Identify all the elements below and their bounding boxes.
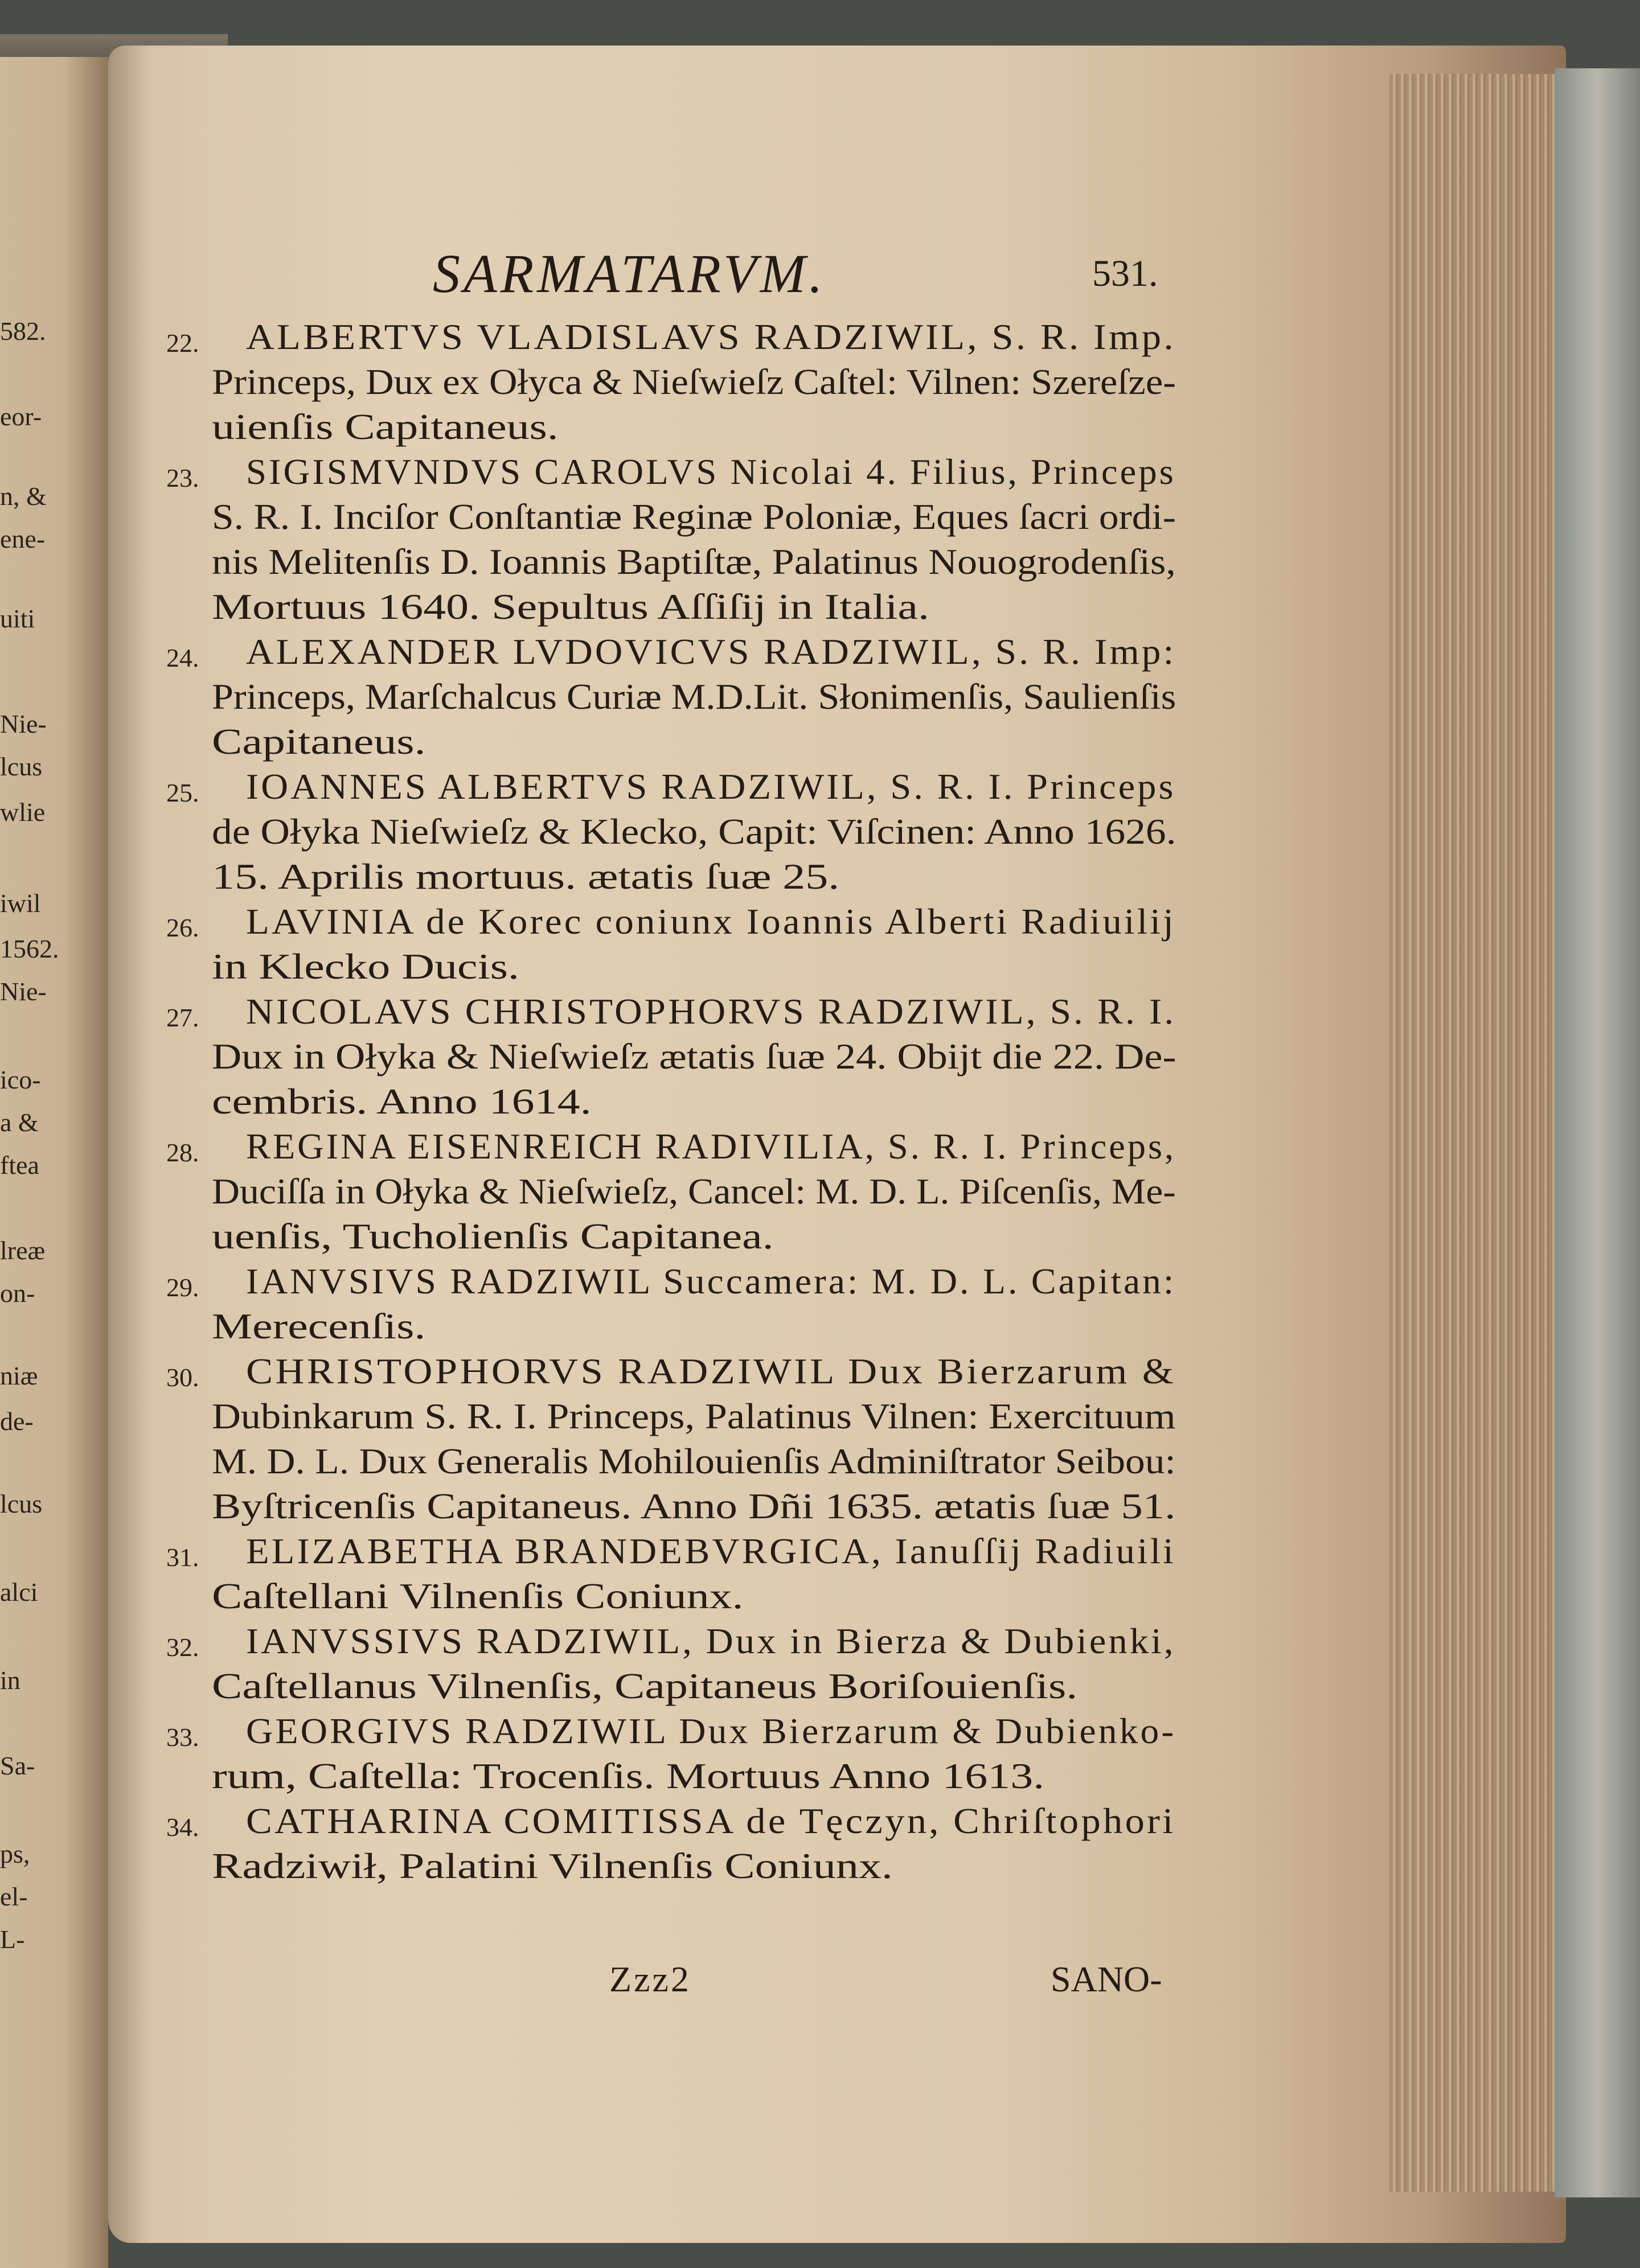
entry-text-line: de Ołyka Nieſwieſz & Klecko, Capit: Viſcinen: Anno 1626. bbox=[212, 811, 1176, 852]
entry-number: 29. bbox=[166, 1273, 199, 1302]
left-page-fragment: L- bbox=[0, 1925, 25, 1954]
left-page-fragment: on- bbox=[0, 1279, 35, 1308]
left-page-fragment: eor- bbox=[0, 402, 42, 431]
entry-text-line: Caſtellanus Vilnenſis, Capitaneus Boriſouienſis. bbox=[212, 1666, 1078, 1706]
entry-number: 26. bbox=[166, 913, 199, 942]
entry-text-line: Princeps, Dux ex Ołyca & Nieſwieſz Caſtel: Vilnen: Szereſze- bbox=[212, 361, 1176, 402]
entry-number: 24. bbox=[166, 643, 199, 672]
left-page-fragment: lcus bbox=[0, 1489, 43, 1518]
entry-heading-line: GEORGIVS RADZIWIL Dux Bierzarum & Dubienko- bbox=[246, 1711, 1176, 1751]
entry-text-line: Byſtricenſis Capitaneus. Anno Dñi 1635. ætatis ſuæ 51. bbox=[212, 1486, 1176, 1526]
entry-number: 25. bbox=[166, 778, 199, 807]
entry-heading-line: IANVSSIVS RADZIWIL, Dux in Bierza & Dubienki, bbox=[246, 1621, 1176, 1661]
left-page-fragment: in bbox=[0, 1666, 20, 1695]
left-page-fragment: Nie- bbox=[0, 709, 47, 738]
left-page-fragment: 1562. bbox=[0, 934, 59, 963]
entry-text-line: nis Melitenſis D. Ioannis Baptiſtæ, Palatinus Nouogrodenſis, bbox=[212, 541, 1176, 582]
entry-heading-line: SIGISMVNDVS CAROLVS Nicolai 4. Filius, Princeps bbox=[246, 451, 1176, 492]
printer-signature: Zzz2 bbox=[609, 1959, 691, 1999]
catchword: SANO- bbox=[1051, 1959, 1162, 1999]
entry-text-line: Caſtellani Vilnenſis Coniunx. bbox=[212, 1576, 744, 1616]
entry-text-line: Dubinkarum S. R. I. Princeps, Palatinus Vilnen: Exercituum bbox=[212, 1396, 1176, 1436]
left-page-fragment: ene- bbox=[0, 524, 46, 553]
entry-heading-line: ELIZABETHA BRANDEBVRGICA, Ianuſſij Radiuili bbox=[246, 1531, 1176, 1571]
left-page-fragment: n, & bbox=[0, 482, 47, 511]
page-edges bbox=[1389, 74, 1560, 2192]
entry-text-line: uenſis, Tucholienſis Capitanea. bbox=[212, 1216, 774, 1256]
entry-number: 27. bbox=[166, 1003, 199, 1032]
left-page-fragment: Nie- bbox=[0, 977, 47, 1006]
entry-text-line: S. R. I. Inciſor Conſtantiæ Reginæ Poloniæ, Eques ſacri ordi- bbox=[212, 496, 1176, 537]
entry-text-line: 15. Aprilis mortuus. ætatis ſuæ 25. bbox=[212, 856, 840, 897]
entry-heading-line: ALEXANDER LVDOVICVS RADZIWIL, S. R. Imp: bbox=[246, 631, 1176, 672]
entry-text-line: M. D. L. Dux Generalis Mohilouienſis Adminiſtrator Seibou: bbox=[212, 1441, 1176, 1481]
left-page-fragment: ico- bbox=[0, 1065, 41, 1094]
entry-text-line: rum, Caſtella: Trocenſis. Mortuus Anno 1613. bbox=[212, 1756, 1045, 1796]
book-cover-edge bbox=[1555, 68, 1640, 2197]
entry-heading-line: NICOLAVS CHRISTOPHORVS RADZIWIL, S. R. I. bbox=[246, 991, 1176, 1032]
left-page-fragment: uiti bbox=[0, 604, 35, 633]
left-page-fragment: alci bbox=[0, 1577, 38, 1606]
page-number: 531. bbox=[1092, 253, 1158, 294]
left-page-fragment: lreæ bbox=[0, 1236, 46, 1265]
entry-heading-line: ALBERTVS VLADISLAVS RADZIWIL, S. R. Imp. bbox=[246, 317, 1176, 357]
entry-text-line: Princeps, Marſchalcus Curiæ M.D.Lit. Słonimenſis, Saulienſis bbox=[212, 676, 1176, 717]
entry-heading-line: IANVSIVS RADZIWIL Succamera: M. D. L. Capitan: bbox=[246, 1261, 1176, 1301]
entry-heading-line: CHRISTOPHORVS RADZIWIL Dux Bierzarum & bbox=[246, 1351, 1176, 1391]
left-page-fragment: niæ bbox=[0, 1361, 38, 1390]
entry-number: 31. bbox=[166, 1543, 199, 1572]
entry-number: 30. bbox=[166, 1363, 199, 1392]
left-page-fragment: Sa- bbox=[0, 1751, 35, 1780]
entry-text-line: in Klecko Ducis. bbox=[212, 946, 519, 987]
entry-heading-line: CATHARINA COMITISSA de Tęczyn, Chriſtophori bbox=[246, 1801, 1176, 1841]
entry-text-line: Merecenſis. bbox=[212, 1306, 426, 1346]
left-page-fragment: ftea bbox=[0, 1151, 39, 1180]
left-page-fragment: a & bbox=[0, 1108, 39, 1137]
page-header bbox=[0, 242, 1640, 305]
entry-number: 23. bbox=[166, 463, 199, 492]
left-page-fragment: wlie bbox=[0, 798, 46, 827]
entry-text-line: uienſis Capitaneus. bbox=[212, 406, 559, 447]
entry-text-line: Capitaneus. bbox=[212, 721, 426, 762]
entry-number: 34. bbox=[166, 1813, 199, 1842]
left-page-fragment: el- bbox=[0, 1882, 28, 1911]
running-title: SARMATARVM. bbox=[433, 243, 826, 304]
left-page-fragment: lcus bbox=[0, 752, 43, 781]
entry-text-line: Dux in Ołyka & Nieſwieſz ætatis ſuæ 24. Obijt die 22. De- bbox=[212, 1036, 1176, 1077]
entry-number: 22. bbox=[166, 328, 199, 358]
left-page-fragment: de- bbox=[0, 1407, 34, 1436]
entry-number: 32. bbox=[166, 1633, 199, 1662]
entry-number: 28. bbox=[166, 1138, 199, 1167]
entry-heading-line: LAVINIA de Korec coniunx Ioannis Alberti Radiuilij bbox=[246, 901, 1176, 942]
left-page-fragment: iwil bbox=[0, 889, 41, 918]
page-footer bbox=[0, 1958, 1640, 2027]
entry-heading-line: REGINA EISENREICH RADIVILIA, S. R. I. Princeps, bbox=[246, 1126, 1176, 1166]
entry-text-line: Radziwił, Palatini Vilnenſis Coniunx. bbox=[212, 1846, 893, 1886]
entry-number: 33. bbox=[166, 1723, 199, 1752]
left-page-fragment: ps, bbox=[0, 1839, 30, 1868]
entry-text-line: Mortuus 1640. Sepultus Aſſiſij in Italia. bbox=[212, 586, 929, 627]
entry-text-line: Duciſſa in Ołyka & Nieſwieſz, Cancel: M. D. L. Piſcenſis, Me- bbox=[212, 1171, 1176, 1211]
entry-text-line: cembris. Anno 1614. bbox=[212, 1081, 592, 1121]
left-page-fragment: 582. bbox=[0, 317, 46, 346]
entry-heading-line: IOANNES ALBERTVS RADZIWIL, S. R. I. Princeps bbox=[246, 766, 1176, 807]
